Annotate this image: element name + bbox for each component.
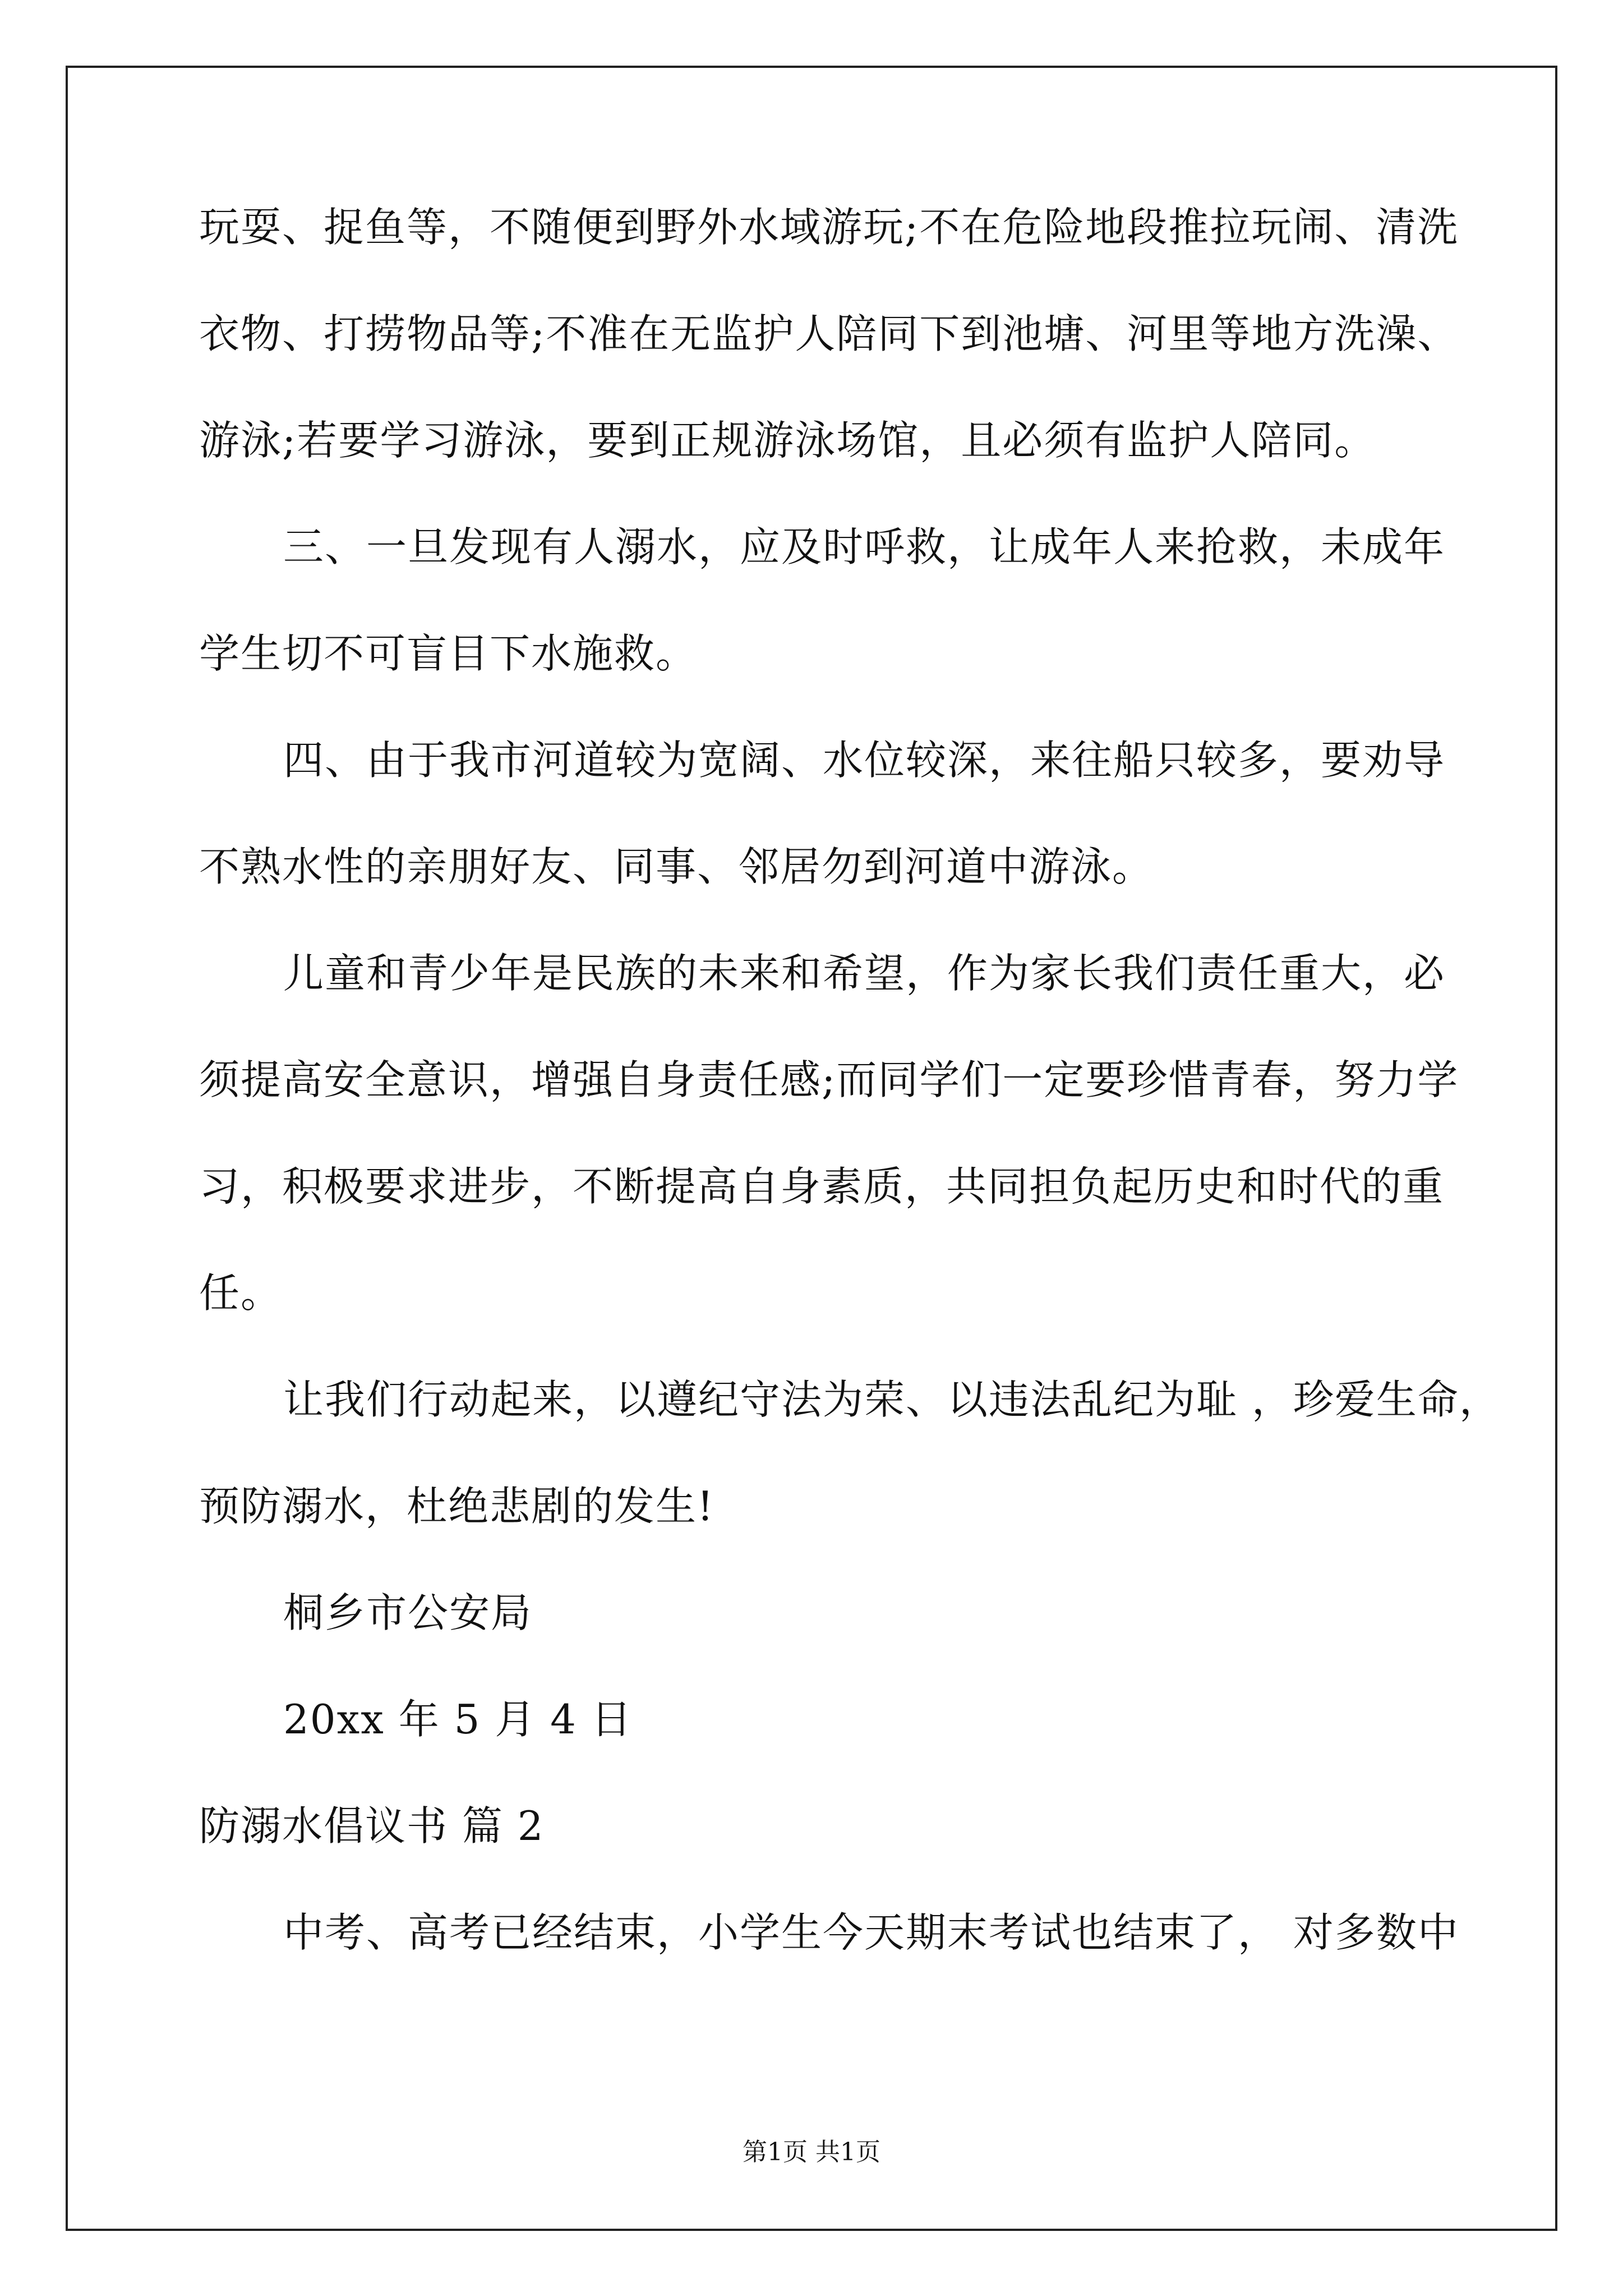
page-border [66,66,1557,2231]
text-line: 衣物、打捞物品等;不准在无监护人陪同下到池塘、河里等地方洗澡、 [199,310,1459,357]
text-line: 三、一旦发现有人溺水，应及时呼救，让成年人来抢救，未成年 [283,523,1446,570]
text-line: 儿童和青少年是民族的未来和希望，作为家长我们责任重大，必 [283,950,1446,997]
page-footer: 第1页 共1页 [743,2138,880,2166]
text-line: 任。 [199,1269,283,1317]
text-line: 习，积极要求进步，不断提高自身素质，共同担负起历史和时代的重 [199,1163,1445,1210]
text-line: 预防溺水，杜绝悲剧的发生! [199,1483,714,1530]
text-line: 学生切不可盲目下水施救。 [199,630,698,677]
signature-date: 20xx 年 5 月 4 日 [283,1696,633,1743]
text-line: 不熟水性的亲朋好友、同事、邻居勿到河道中游泳。 [199,843,1154,890]
text-line: 游泳;若要学习游泳，要到正规游泳场馆，且必须有监护人陪同。 [199,417,1376,464]
section-heading: 防溺水倡议书 篇 2 [199,1802,545,1849]
text-line: 让我们行动起来，以遵纪守法为荣、以违法乱纪为耻 ，珍爱生命， [283,1376,1501,1423]
text-line: 四、由于我市河道较为宽阔、水位较深，来往船只较多，要劝导 [283,737,1446,784]
text-line: 须提高安全意识，增强自身责任感;而同学们一定要珍惜青春，努力学 [199,1056,1459,1103]
signature-org: 桐乡市公安局 [283,1589,533,1636]
text-line: 玩耍、捉鱼等，不随便到野外水域游玩;不在危险地段推拉玩闹、清洗 [199,204,1459,251]
text-line: 中考、高考已经结束，小学生今天期末考试也结束了， 对多数中 [283,1909,1459,1956]
